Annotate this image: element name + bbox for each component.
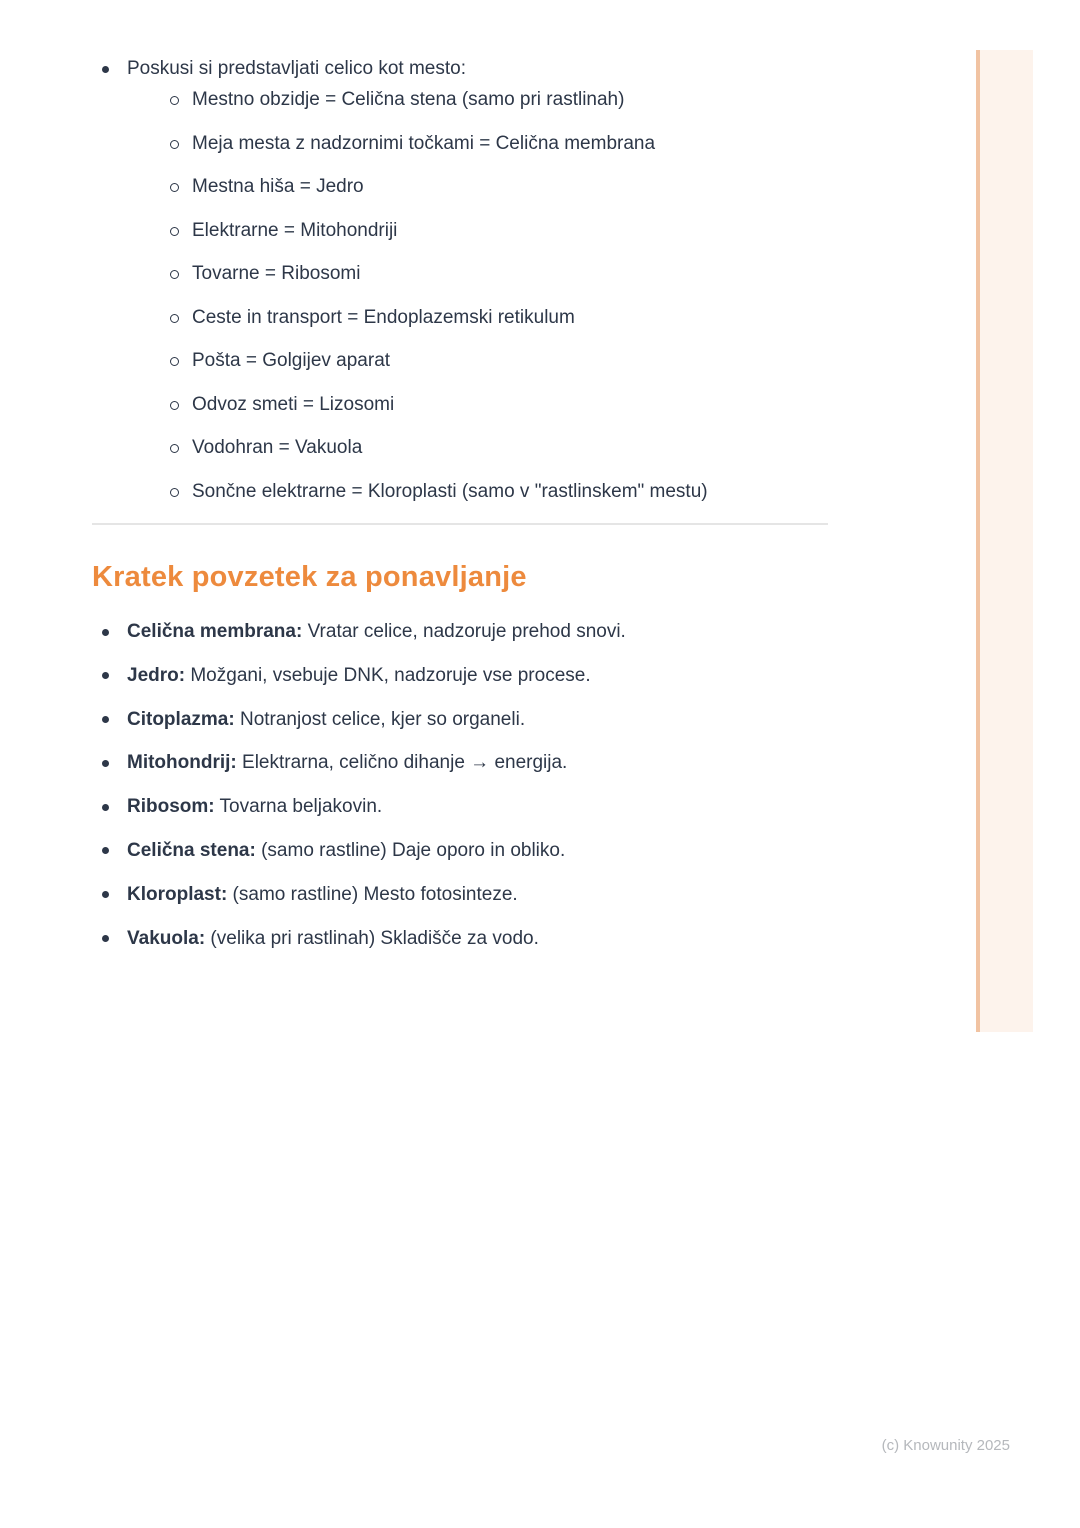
bullet-dot-icon [102,847,109,854]
summary-description: (velika pri rastlinah) Skladišče za vodo. [205,927,539,949]
copyright-footer: (c) Knowunity 2025 [881,1437,1010,1454]
section-divider [92,523,828,525]
analogy-item-text: Elektrarne = Mitohondriji [192,219,398,241]
list-item [92,708,832,732]
analogy-item-text: Vodohran = Vakuola [192,437,363,458]
summary-description: Vratar celice, nadzoruje prehod snovi. [302,621,626,642]
bullet-circle-icon [170,227,179,236]
bullet-dot-icon [102,66,109,73]
summary-description: Tovarna beljakovin. [214,796,383,818]
summary-term: Mitohondrij: [127,752,237,774]
analogy-item-text: Tovarne = Ribosomi [192,263,361,284]
page-edge-stripe [976,50,1033,1032]
list-item [127,349,832,373]
bullet-dot-icon [102,629,109,636]
list-item [127,393,832,417]
summary-term: Vakuola: [127,927,206,949]
analogy-intro-text: Poskusi si predstavljati celico kot mesto: [127,58,466,79]
list-item [127,132,832,156]
summary-list [92,620,832,951]
bullet-circle-icon [170,488,179,497]
list-item [92,795,832,819]
list-item [92,620,832,644]
cell-city-analogy-list [92,57,832,504]
list-item [127,88,832,112]
summary-description: (samo rastline) Daje oporo in obliko. [255,839,566,861]
bullet-circle-icon [170,314,179,323]
bullet-circle-icon [170,401,179,410]
list-item [127,436,832,460]
bullet-circle-icon [170,96,179,105]
analogy-item-text: Odvoz smeti = Lizosomi [192,393,395,415]
notes-content [92,57,832,970]
list-item [127,175,832,199]
list-item [127,306,832,330]
summary-term: Jedro: [127,664,186,686]
analogy-item-text: Pošta = Golgijev aparat [192,350,391,371]
summary-term: Celična stena: [127,839,256,861]
list-item [92,883,832,907]
list-item [127,262,832,286]
bullet-circle-icon [170,140,179,149]
bullet-dot-icon [102,804,109,811]
summary-term: Celična membrana: [127,621,303,642]
list-item [92,751,832,775]
bullet-dot-icon [102,716,109,723]
summary-description: Možgani, vsebuje DNK, nadzoruje vse procese. [185,664,591,686]
summary-description: Elektrarna, celično dihanje → energija. [236,752,568,774]
bullet-dot-icon [102,760,109,767]
summary-term: Kloroplast: [127,883,228,905]
summary-heading: Kratek povzetek za ponavljanje [92,561,527,593]
bullet-circle-icon [170,183,179,192]
list-item-intro [92,57,832,504]
list-item [127,219,832,243]
list-item [92,839,832,863]
analogy-item-text: Mestna hiša = Jedro [192,176,364,197]
analogy-item-text: Ceste in transport = Endoplazemski retikulum [192,306,575,328]
summary-term: Ribosom: [127,796,215,818]
analogy-item-text: Mestno obzidje = Celična stena (samo pri rastlinah) [192,89,625,110]
analogy-sublist [127,88,832,504]
list-item [92,664,832,688]
summary-description: Notranjost celice, kjer so organeli. [234,708,526,730]
bullet-dot-icon [102,891,109,898]
bullet-dot-icon [102,935,109,942]
analogy-item-text: Meja mesta z nadzornimi točkami = Celična membrana [192,132,656,154]
bullet-circle-icon [170,357,179,366]
bullet-dot-icon [102,672,109,679]
list-item [92,927,832,951]
bullet-circle-icon [170,270,179,279]
list-item [127,480,832,504]
summary-description: (samo rastline) Mesto fotosinteze. [227,883,518,905]
summary-term: Citoplazma: [127,708,235,730]
analogy-item-text: Sončne elektrarne = Kloroplasti (samo v "rastlinskem" mestu) [192,480,708,502]
bullet-circle-icon [170,444,179,453]
